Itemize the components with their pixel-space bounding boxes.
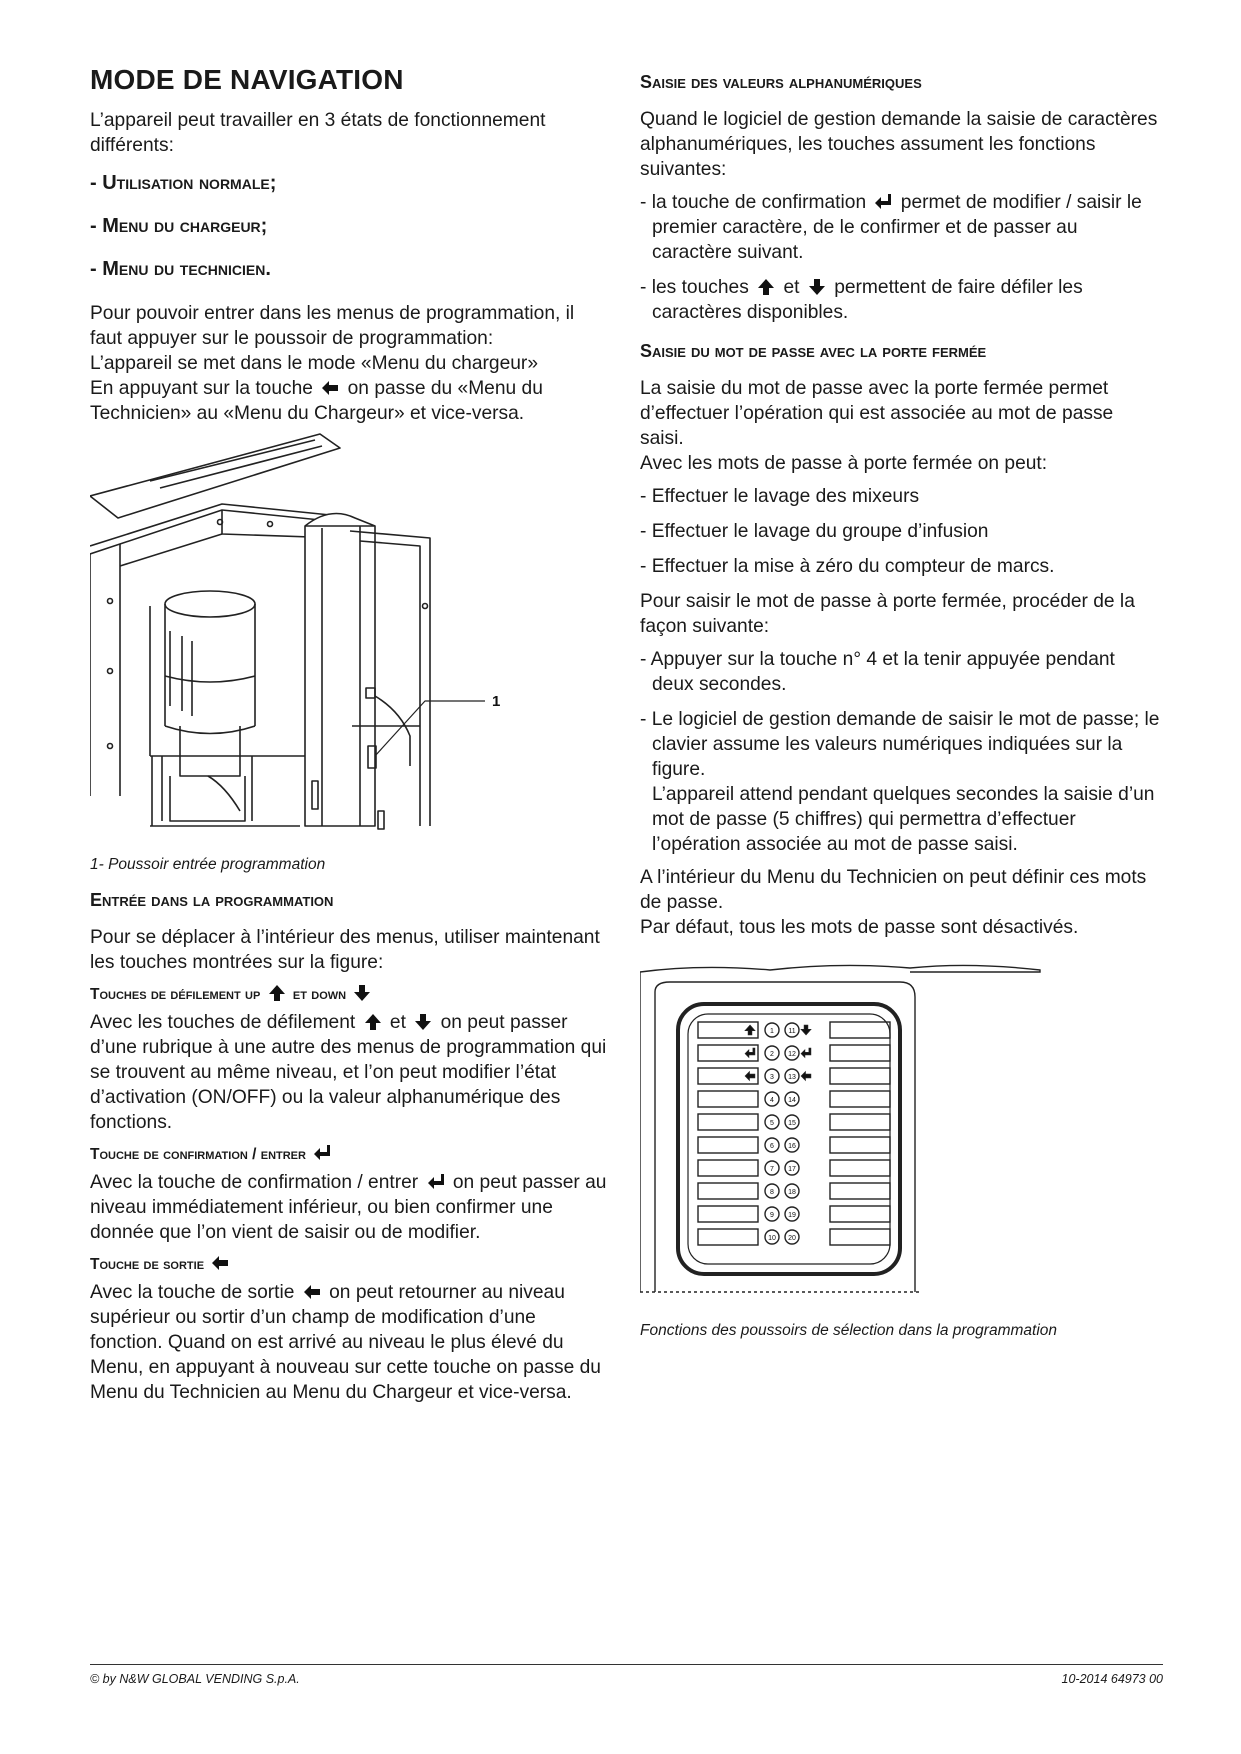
password-list-item: - Effectuer le lavage des mixeurs: [640, 486, 920, 507]
password-para2: Avec les mots de passe à porte fermée on peut:: [640, 453, 1048, 474]
confirm-key-text: [90, 1170, 610, 1245]
exit-key-icon: [320, 378, 340, 398]
programming-para3b: on passe du «Menu du Technicien» au «Menu du Chargeur» et vice-versa.: [90, 378, 543, 424]
keypad-label-slot: [830, 1137, 890, 1153]
keypad-number: 14: [788, 1097, 796, 1104]
confirm-heading-label: Touche de confirmation / entrer: [90, 1146, 306, 1163]
keypad-row: [698, 1137, 890, 1153]
keypad-number: 15: [788, 1120, 796, 1127]
keypad-label-slot: [698, 1206, 758, 1222]
keypad-arrow-icon: [801, 1025, 811, 1035]
enter-key-icon: [873, 192, 893, 212]
down-key-icon: [413, 1012, 433, 1032]
keypad-label-slot: [698, 1137, 758, 1153]
keypad-row: [698, 1160, 890, 1176]
intro-text: L’appareil peut travailler en 3 états de fonctionnement différents:: [90, 110, 546, 156]
scroll-heading-and: et down: [292, 986, 347, 1003]
page-footer: [90, 1664, 1163, 1686]
keypad-number: 9: [770, 1212, 774, 1219]
state-normal: - Utilisation normale;: [90, 172, 277, 194]
section-intro: Pour se déplacer à l’intérieur des menus, utiliser maintenant les touches montrées sur la figure:: [90, 927, 600, 973]
alpha-heading: Saisie des valeurs alphanumériques: [640, 72, 922, 92]
up-key-icon: [363, 1012, 383, 1032]
alpha-item2-and: et: [783, 277, 800, 298]
state-technician-menu: - Menu du technicien.: [90, 258, 271, 280]
keypad-number: 7: [770, 1166, 774, 1173]
confirm-text-b: on peut passer au niveau immédiatement inférieur, ou bien confirmer une donnée que l’on vient de saisir ou de modifier.: [90, 1172, 607, 1243]
keypad-label-slot: [698, 1091, 758, 1107]
keypad-label-slot: [830, 1183, 890, 1199]
keypad-row: [698, 1022, 890, 1038]
section-heading-programming: Entrée dans la programmation: [90, 890, 334, 910]
scroll-text-a: Avec les touches de défilement: [90, 1012, 356, 1033]
keypad-label-slot: [698, 1183, 758, 1199]
keypad-label-slot: [830, 1114, 890, 1130]
alpha-item-1: [640, 190, 1160, 265]
keypad-row: [698, 1045, 890, 1061]
password-list-item: - Effectuer le lavage du groupe d’infusion: [640, 521, 989, 542]
keypad-number: 12: [788, 1051, 796, 1058]
keypad-number: 6: [770, 1143, 774, 1150]
password-list-item: - Effectuer la mise à zéro du compteur de marcs.: [640, 556, 1055, 577]
programming-para1: Pour pouvoir entrer dans les menus de programmation, il faut appuyer sur le poussoir de programmation:: [90, 303, 575, 349]
exit-key-icon: [302, 1282, 322, 1302]
keypad-number: 5: [770, 1120, 774, 1127]
keypad-arrow-icon: [745, 1072, 755, 1080]
keypad-label-slot: [698, 1229, 758, 1245]
keypad-row: [698, 1183, 890, 1199]
programming-para2: L’appareil se met dans le mode «Menu du chargeur»: [90, 353, 538, 374]
alpha-item-2: [640, 275, 1160, 325]
keypad-number: 17: [788, 1166, 796, 1173]
keypad-number: 1: [770, 1028, 774, 1035]
confirm-text-a: Avec la touche de confirmation / entrer: [90, 1172, 419, 1193]
keypad-caption: Fonctions des poussoirs de sélection dans la programmation: [640, 1322, 1058, 1339]
alpha-item1-a: - la touche de confirmation: [640, 192, 867, 213]
enter-key-icon: [426, 1172, 446, 1192]
keypad-number: 3: [770, 1074, 774, 1081]
keypad-label-slot: [830, 1206, 890, 1222]
keypad-rows: [698, 1022, 890, 1245]
password-para1: La saisie du mot de passe avec la porte fermée permet d’effectuer l’opération qui est associée au mot de passe saisi.: [640, 378, 1114, 449]
alpha-intro: Quand le logiciel de gestion demande la saisie de caractères alphanumériques, les touches assument les fonctions suivantes:: [640, 109, 1158, 180]
scroll-text-and: et: [389, 1012, 406, 1033]
keypad-number: 4: [770, 1097, 774, 1104]
keypad-number: 16: [788, 1143, 796, 1150]
keypad-label-slot: [698, 1114, 758, 1130]
keypad-row: [698, 1091, 890, 1107]
password-para5: Par défaut, tous les mots de passe sont désactivés.: [640, 917, 1079, 938]
keypad-number: 18: [788, 1189, 796, 1196]
keypad-label-slot: [698, 1160, 758, 1176]
password-heading: Saisie du mot de passe avec la porte fermée: [640, 341, 987, 361]
password-step-2b: L’appareil attend pendant quelques secondes la saisie d’un mot de passe (5 chiffres) qui permettra d’effectuer l’opération associée au mot de passe saisi.: [652, 784, 1155, 855]
exit-text-a: Avec la touche de sortie: [90, 1282, 295, 1303]
keypad-label-slot: [830, 1229, 890, 1245]
keypad-arrow-icon: [801, 1048, 811, 1057]
exit-key-icon: [210, 1253, 230, 1273]
state-loader-menu: - Menu du chargeur;: [90, 215, 268, 237]
footer-doc-number: 10-2014 64973 00: [1061, 1672, 1163, 1686]
machine-figure: [90, 426, 610, 846]
keypad-number: 20: [788, 1235, 796, 1242]
keypad-number: 13: [788, 1074, 796, 1081]
right-column: [640, 64, 1160, 1352]
confirm-key-heading: [90, 1143, 610, 1164]
exit-key-text: [90, 1280, 610, 1405]
password-step-2: - Le logiciel de gestion demande de saisir le mot de passe; le clavier assume les valeurs numériques indiquées sur la figure.: [640, 709, 1160, 780]
footer-copyright: © by N&W GLOBAL VENDING S.p.A.: [90, 1672, 300, 1686]
keypad-row: [698, 1114, 890, 1130]
down-key-icon: [807, 277, 827, 297]
keypad-row: [698, 1229, 890, 1245]
exit-text-b: on peut retourner au niveau supérieur ou sortir d’un champ de modification d’une fonction. Quand on est arrivé au niveau le plus élevé du Menu, en appuyant à nouveau sur cette touche on passe du Menu du Technicien au Menu du Chargeur et vice-versa.: [90, 1282, 601, 1403]
up-key-icon: [756, 277, 776, 297]
password-step-1: - Appuyer sur la touche n° 4 et la tenir appuyée pendant deux secondes.: [640, 649, 1115, 695]
scroll-heading-label: Touches de défilement up: [90, 986, 261, 1003]
page-title: MODE DE NAVIGATION: [90, 64, 404, 95]
keypad-label-slot: [830, 1045, 890, 1061]
programming-text: [90, 301, 610, 426]
keypad-label-slot: [830, 1091, 890, 1107]
keypad-row: [698, 1068, 890, 1084]
keypad-number: 8: [770, 1189, 774, 1196]
programming-para3a: En appuyant sur la touche: [90, 378, 313, 399]
exit-key-heading: [90, 1253, 610, 1274]
keypad-label-slot: [830, 1160, 890, 1176]
alpha-item1-b: permet de modifier / saisir le premier caractère, de le confirmer et de passer au caractère suivant.: [652, 192, 1142, 263]
keypad-arrow-icon: [745, 1025, 755, 1035]
alpha-item2-a: - les touches: [640, 277, 749, 298]
keypad-number: 2: [770, 1051, 774, 1058]
down-key-icon: [352, 983, 372, 1003]
figure-caption: 1- Poussoir entrée programmation: [90, 856, 326, 873]
keypad-arrow-icon: [801, 1072, 811, 1080]
up-key-icon: [267, 983, 287, 1003]
keypad-row: [698, 1206, 890, 1222]
keypad-number: 11: [788, 1028, 796, 1035]
keypad-figure: [640, 962, 1160, 1312]
keypad-label-slot: [830, 1068, 890, 1084]
keypad-number: 19: [788, 1212, 796, 1219]
keypad-label-slot: [830, 1022, 890, 1038]
alpha-item2-b: permettent de faire défiler les caractères disponibles.: [652, 277, 1083, 323]
callout-number: 1: [492, 693, 501, 710]
scroll-keys-heading: [90, 983, 610, 1004]
left-column: [90, 64, 610, 1413]
keypad-number: 10: [768, 1235, 776, 1242]
enter-key-icon: [312, 1143, 332, 1163]
exit-heading-label: Touche de sortie: [90, 1256, 205, 1273]
password-para3: Pour saisir le mot de passe à porte fermée, procéder de la façon suivante:: [640, 591, 1135, 637]
scroll-text-b: on peut passer d’une rubrique à une autre des menus de programmation qui se trouvent au même niveau, et l’on peut modifier l’état d’activation (ON/OFF) ou la valeur alphanumérique des fonctions.: [90, 1012, 607, 1133]
scroll-keys-text: [90, 1010, 610, 1135]
keypad-arrow-icon: [745, 1048, 755, 1057]
password-para4: A l’intérieur du Menu du Technicien on peut définir ces mots de passe.: [640, 867, 1147, 913]
